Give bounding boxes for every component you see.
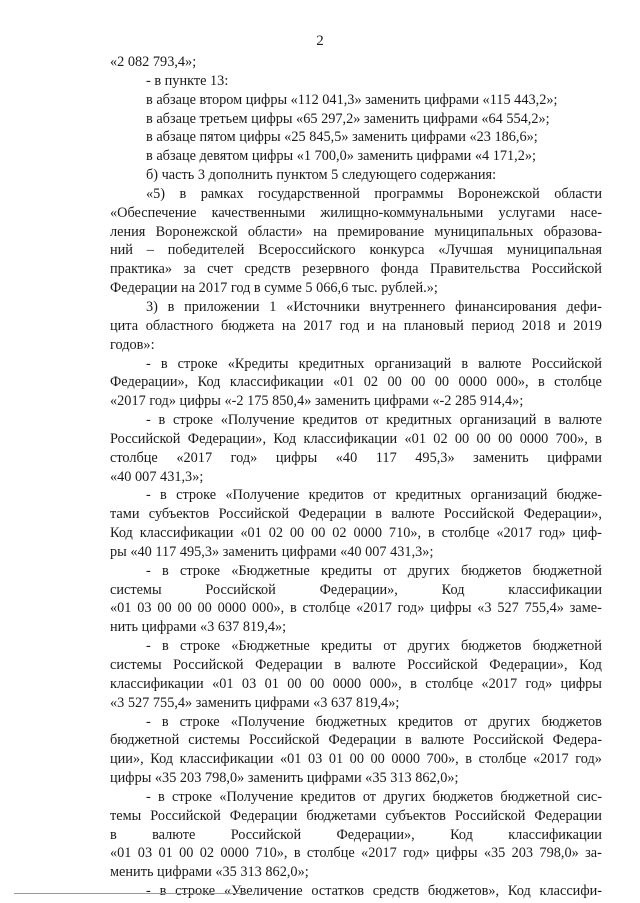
- text-line: «2017 год» цифры «-2 175 850,4» заменить цифрами «-2 285 914,4»;: [110, 393, 524, 410]
- text-line: б) часть 3 дополнить пунктом 5 следующего содержания:: [146, 167, 497, 184]
- text-line: - в строке «Бюджетные кредиты от других бюджетов бюджетной: [146, 638, 602, 655]
- text-line: цифры «35 203 798,0» заменить цифрами «35 313 862,0»;: [110, 770, 459, 787]
- text-line: «3 527 755,4» заменить цифрами «3 637 819,4»;: [110, 694, 400, 711]
- text-line: в абзаце пятом цифры «25 845,5» заменить цифрами «23 186,6»;: [146, 129, 538, 146]
- text-line: ний – победителей Всероссийского конкурса «Лучшая муниципальная: [110, 242, 602, 259]
- text-line: Российской Федерации», Код классификации «01 02 00 00 00 0000 700», в: [110, 430, 602, 447]
- text-line: годов»:: [110, 336, 155, 353]
- text-line: 3) в приложении 1 «Источники внутреннего финансирования дефи-: [146, 298, 602, 315]
- text-line: - в строке «Кредиты кредитных организаций в валюте Российской: [146, 355, 602, 372]
- text-line: «01 03 00 00 00 0000 000», в столбце «2017 год» цифры «3 527 755,4» заме-: [110, 600, 602, 617]
- text-line: в абзаце третьем цифры «65 297,2» заменить цифрами «64 554,2»;: [146, 110, 550, 127]
- text-line: - в строке «Бюджетные кредиты от других бюджетов бюджетной: [146, 562, 602, 579]
- text-line: ции», Код классификации «01 03 01 00 00 0000 700», в столбце «2017 год»: [110, 751, 602, 768]
- text-line: - в строке «Получение кредитов от других бюджетов бюджетной сис-: [146, 788, 602, 805]
- text-line: «40 007 431,3»;: [110, 468, 204, 485]
- text-line: «2 082 793,4»;: [110, 54, 197, 70]
- text-line: практика» за счет средств резервного фонда Правительства Российской: [110, 261, 602, 278]
- text-line: системы Российской Федерации в валюте Российской Федерации», Код: [110, 657, 602, 673]
- text-line: - в строке «Увеличение остатков средств бюджетов», Код классифи-: [146, 883, 602, 900]
- text-line: «5) в рамках государственной программы Воронежской области: [146, 185, 602, 202]
- document-body: [110, 53, 602, 901]
- text-line: Федерации на 2017 год в сумме 5 066,6 тыс. рублей.»;: [110, 280, 438, 297]
- text-line: системы Российской Федерации», Код классификации: [110, 581, 602, 598]
- text-line: темы Российской Федерации бюджетами субъектов Российской Федерации: [110, 807, 602, 824]
- text-line: ления Воронежской области» на премирование муниципальных образова-: [110, 223, 602, 240]
- text-line: цита областного бюджета на 2017 год и на плановый период 2018 и 2019: [110, 317, 602, 334]
- text-line: в валюте Российской Федерации», Код классификации: [110, 826, 602, 843]
- text-line: - в строке «Получение кредитов от кредитных организаций в валюте: [146, 412, 602, 429]
- text-line: в абзаце втором цифры «112 041,3» заменить цифрами «115 443,2»;: [146, 91, 558, 108]
- text-line: в абзаце девятом цифры «1 700,0» заменить цифрами «4 171,2»;: [146, 148, 537, 165]
- text-line: классификации «01 03 01 00 00 0000 000», в столбце «2017 год» цифры: [110, 675, 602, 692]
- page-number: 2: [316, 33, 324, 49]
- text-line: Федерации», Код классификации «01 02 00 00 00 0000 000», в столбце: [110, 374, 602, 391]
- text-line: ры «40 117 495,3» заменить цифрами «40 007 431,3»;: [110, 543, 434, 560]
- text-line: тами субъектов Российской Федерации в валюте Российской Федерации»,: [110, 506, 602, 523]
- text-line: - в пункте 13:: [146, 72, 229, 89]
- text-lines: [110, 53, 602, 901]
- text-line: менить цифрами «35 313 862,0»;: [110, 864, 309, 881]
- text-line: столбце «2017 год» цифры «40 117 495,3» заменить цифрами: [110, 449, 602, 466]
- bottom-divider: [14, 893, 249, 894]
- text-line: - в строке «Получение кредитов от кредитных организаций бюдже-: [146, 487, 602, 504]
- text-line: - в строке «Получение бюджетных кредитов от других бюджетов: [146, 713, 602, 730]
- text-line: Код классификации «01 02 00 00 02 0000 710», в столбце «2017 год» циф-: [110, 525, 602, 542]
- text-line: «01 03 01 00 02 0000 710», в столбце «2017 год» цифры «35 203 798,0» за-: [110, 845, 602, 862]
- text-line: «Обеспечение качественными жилищно-коммунальными услугами насе-: [110, 204, 602, 221]
- text-line: бюджетной системы Российской Федерации в валюте Российской Федера-: [110, 732, 602, 749]
- text-line: нить цифрами «3 637 819,4»;: [110, 619, 287, 636]
